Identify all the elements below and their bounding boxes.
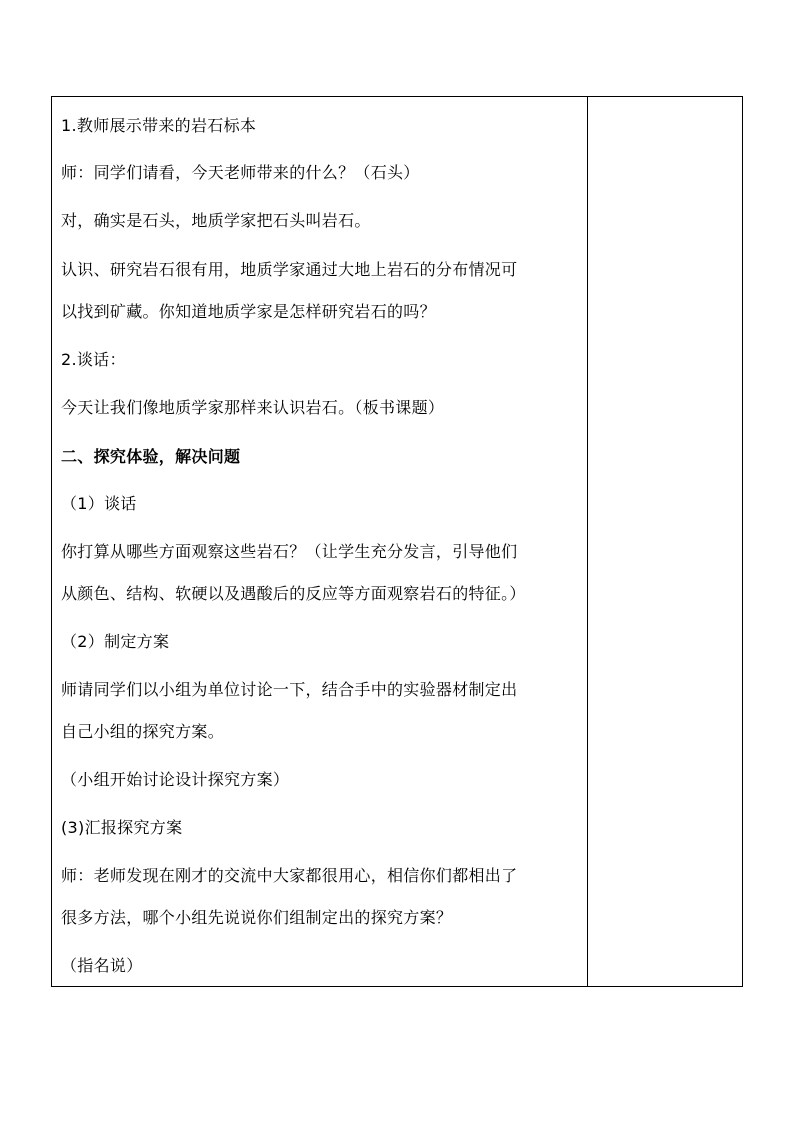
step-2-heading: 2.谈话：	[61, 350, 126, 369]
name-calling-note: （指名说）	[61, 956, 143, 975]
group-design-note: （小组开始讨论设计探究方案）	[61, 770, 290, 789]
observation-question-line-2: 从颜色、结构、软硬以及遇酸后的反应等方面观察岩石的特征。）	[61, 584, 526, 603]
rock-research-line-2: 以找到矿藏。你知道地质学家是怎样研究岩石的吗？	[61, 302, 436, 321]
group-discussion-line-2: 自己小组的探究方案。	[61, 722, 225, 741]
topic-introduction: 今天让我们像地质学家那样来认识岩石。（板书课题）	[61, 398, 445, 417]
subsection-3-heading: (3)汇报探究方案	[61, 818, 183, 837]
teacher-question: 师：同学们请看，今天老师带来的什么？（石头）	[61, 163, 420, 182]
subsection-1-heading: （1）谈话	[61, 494, 137, 513]
subsection-2-heading: （2）制定方案	[61, 632, 170, 651]
observation-question-line-1: 你打算从哪些方面观察这些岩石？（让学生充分发言，引导他们	[61, 542, 518, 561]
group-discussion-line-1: 师请同学们以小组为单位讨论一下，结合手中的实验器材制定出	[61, 680, 518, 699]
rock-research-line-1: 认识、研究岩石很有用，地质学家通过大地上岩石的分布情况可	[61, 260, 518, 279]
step-1-heading: 1.教师展示带来的岩石标本	[61, 116, 257, 135]
section-2-heading: 二、探究体验，解决问题	[61, 447, 241, 466]
teacher-feedback-line-1: 师：老师发现在刚才的交流中大家都很用心，相信你们都相出了	[61, 866, 518, 885]
lesson-content-cell	[52, 97, 587, 986]
notes-cell	[588, 97, 742, 986]
teacher-feedback-line-2: 很多方法，哪个小组先说说你们组制定出的探究方案？	[61, 908, 453, 927]
rock-explanation: 对，确实是石头，地质学家把石头叫岩石。	[61, 211, 371, 230]
lesson-plan-table	[51, 96, 743, 987]
